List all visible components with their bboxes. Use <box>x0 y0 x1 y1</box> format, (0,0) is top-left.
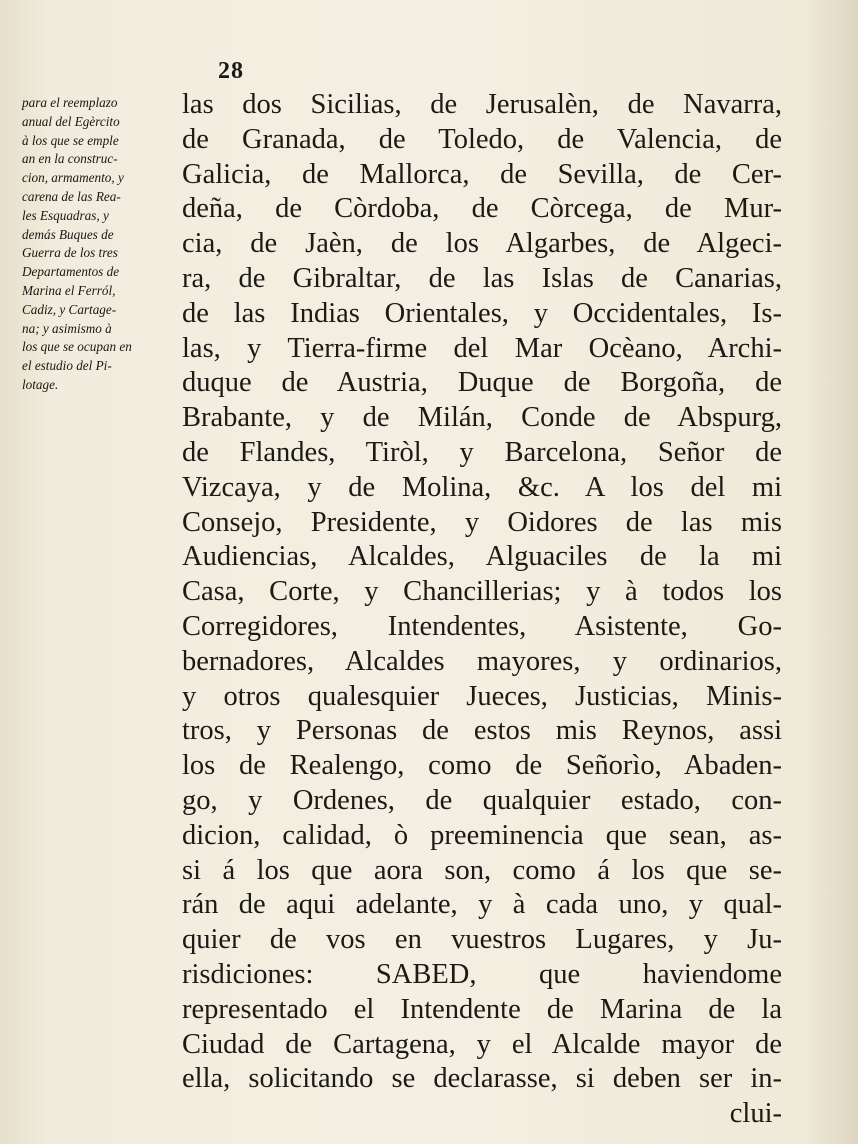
body-line: ra, de Gibraltar, de las Islas de Canarias, <box>182 262 782 294</box>
marginal-note-line: à los que se emple <box>22 132 119 148</box>
marginal-note-line: los que se ocupan en <box>22 339 132 355</box>
body-line: duque de Austria, Duque de Borgoña, de <box>182 367 782 399</box>
body-line: si á los que aora son, como á los que se- <box>182 854 782 886</box>
body-line: Audiencias, Alcaldes, Alguaciles de la mi <box>182 541 782 573</box>
marginal-note-line: cion, armamento, y <box>22 170 124 186</box>
body-line: Corregidores, Intendentes, Asistente, Go- <box>182 610 782 642</box>
marginal-note-line: demás Buques de <box>22 226 114 242</box>
body-line: deña, de Còrdoba, de Còrcega, de Mur- <box>182 193 782 225</box>
body-line: Vizcaya, y de Molina, &c. A los del mi <box>182 471 782 503</box>
body-line: dicion, calidad, ò preeminencia que sean, as- <box>182 819 782 851</box>
body-line: de Granada, de Toledo, de Valencia, de <box>182 123 782 155</box>
body-line: clui- <box>729 1098 782 1130</box>
marginal-note-line: Marina el Ferról, <box>22 282 116 298</box>
marginal-note-line: Cadiz, y Cartage- <box>22 301 117 317</box>
marginal-note <box>22 94 174 395</box>
body-line: las, y Tierra-firme del Mar Ocèano, Archi- <box>182 332 782 364</box>
marginal-note-line: anual del Egèrcito <box>22 113 120 129</box>
body-line: cia, de Jaèn, de los Algarbes, de Algeci- <box>182 228 782 260</box>
body-line: Casa, Corte, y Chancillerias; y à todos los <box>182 576 782 608</box>
marginal-note-line: les Esquadras, y <box>22 207 109 223</box>
marginal-note-line: Guerra de los tres <box>22 245 118 261</box>
body-line: las dos Sicilias, de Jerusalèn, de Navarra, <box>182 89 782 120</box>
marginal-note-line: el estudio del Pi- <box>22 358 112 374</box>
marginal-note-line: na; y asimismo à <box>22 320 112 336</box>
body-line: ella, solicitando se declarasse, si deben ser in- <box>182 1063 782 1095</box>
body-line: bernadores, Alcaldes mayores, y ordinarios, <box>182 645 782 677</box>
marginal-note-line: para el reemplazo <box>22 95 118 110</box>
body-line: Galicia, de Mallorca, de Sevilla, de Cer- <box>182 158 782 190</box>
body-line: los de Realengo, como de Señorìo, Abaden- <box>182 750 782 782</box>
body-line: rán de aqui adelante, y à cada uno, y qual- <box>182 889 782 921</box>
body-line: de las Indias Orientales, y Occidentales, Is- <box>182 297 782 329</box>
marginal-note-line: lotage. <box>22 376 59 392</box>
body-line: Consejo, Presidente, y Oidores de las mis <box>182 506 782 538</box>
body-line: Ciudad de Cartagena, y el Alcalde mayor de <box>182 1028 782 1060</box>
body-line: de Flandes, Tiròl, y Barcelona, Señor de <box>182 436 782 468</box>
body-line: quier de vos en vuestros Lugares, y Ju- <box>182 924 782 956</box>
body-line: representado el Intendente de Marina de la <box>182 993 782 1025</box>
marginal-note-line: carena de las Rea- <box>22 188 121 204</box>
body-line: risdiciones: SABED, que haviendome <box>182 958 782 990</box>
marginal-note-line: an en la construc- <box>22 151 118 167</box>
body-text <box>182 88 782 1132</box>
body-line: Brabante, y de Milán, Conde de Abspurg, <box>182 402 782 434</box>
body-line: go, y Ordenes, de qualquier estado, con- <box>182 784 782 816</box>
body-line: y otros qualesquier Jueces, Justicias, Minis- <box>182 680 782 712</box>
page-number: 28 <box>218 58 244 84</box>
body-line: tros, y Personas de estos mis Reynos, assi <box>182 715 782 747</box>
marginal-note-line: Departamentos de <box>22 264 120 280</box>
